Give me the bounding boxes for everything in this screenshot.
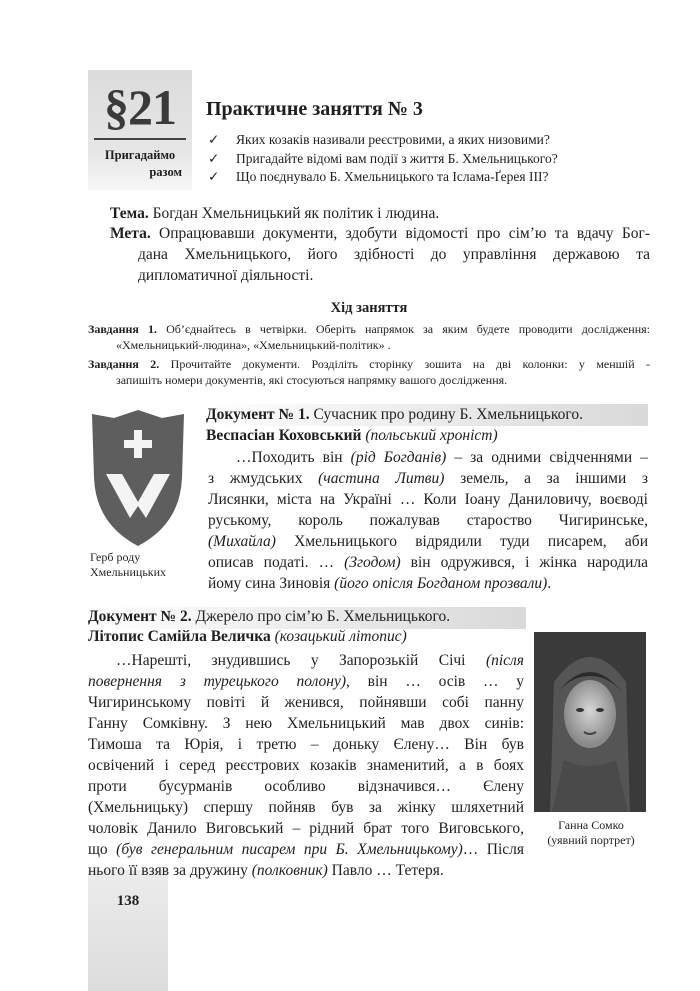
check-icon: ✓ [208,169,220,184]
task-1: Завдання 1. Об’єднайтесь в четвірки. Оберіть напрямок за яким будете проводити дослідження: «Хмельницький-людина», «Хмельницький-політик» . [88,322,651,352]
question-item: ✓ Яких козаків називали реєстровими, а яких низовими? [208,131,558,150]
paragraph-number: §21 [104,79,176,135]
doc2-text: …Нарешті, знудившись у Запорозькій Січі (після повернення з турецького полону), він … осів … у Чигиринському повіті й женився, пойнявши собі панну Ганну Сомківну. З нею Хмельницький мав двох синів: Тимоша та Юрія, і третю – доньку Єлену… Він був освічений і серед реєстрових козаків знаменитий, а в боях проти бусурманів особливо відзначився… Єлену (Хмельницьку) спершу пойняв був за жінку шляхетний чоловік Данило Виговський – рідний брат того Виговського, що (був генеральним писарем при Б. Хмельницькому)… Після нього її взяв за дружину (полковник) Павло … Тетеря. [88,652,525,879]
doc2-author: Літопис Самійла Величка (козацький літопис) [88,628,407,645]
recall-line-1: Пригадаймо [104,148,176,162]
page-number-block [88,870,168,991]
recall-questions [208,131,558,187]
doc1-title: Документ № 1. Сучасник про родину Б. Хмельницького. [206,406,583,423]
doc1-text: …Походить він (рід Богданів) – за одними свідченнями – з жмудських (частина Литви) земель, а за іншими з Лисянки, міста на Україні … Коли Іоану Даниловичу, воєводі руському, король пожалував староство Чигиринське, (Михайла) Хмельницького відрядили туди писарем, аби описав податі. … (Згодом) він одружився, і жінка народила йому сина Зиновія (його опісля Богданом прозвали). [208,449,649,592]
topic-label: Тема. [110,205,149,222]
progress-heading: Хід заняття [330,300,408,316]
task-2: Завдання 2. Прочитайте документи. Розділіть сторінку зошита на дві колонки: у меншій - запишіть номери документів, які стосуються напрямку вашого дослідження. [88,357,650,387]
recall-line-2: разом [149,165,182,179]
portrait-caption: Ганна Сомко (уявний портрет) [547,818,635,847]
question-item: ✓ Що поєднувало Б. Хмельницького та Іслама-Ґерея III? [208,168,558,187]
paragraph-divider [94,138,186,140]
recall-label [96,147,184,181]
coat-caption: Герб роду Хмельницьких [90,550,167,579]
portrait-image [534,632,646,812]
coat-of-arms-image [88,408,188,548]
page-number: 138 [116,893,140,909]
doc2-title: Документ № 2. Джерело про сім’ю Б. Хмельницького. [88,608,451,625]
goal: Мета. Опрацювавши документи, здобути відомості про сім’ю та вдачу Бог- дана Хмельницького, його здібності до управління державою та дипломатичної діяльності. [110,225,650,284]
lesson-title: Практичне заняття № 3 [206,98,423,120]
doc1-author: Веспасіан Коховський (польський хроніст) [206,427,498,444]
topic-text: Богдан Хмельницький як політик і людина. [148,205,440,222]
goal-label: Мета. [110,225,151,242]
check-icon: ✓ [208,132,220,147]
topic [110,203,650,224]
check-icon: ✓ [208,150,220,166]
question-item: ✓ Пригадайте відомі вам події з життя Б. Хмельницького? [208,150,558,169]
